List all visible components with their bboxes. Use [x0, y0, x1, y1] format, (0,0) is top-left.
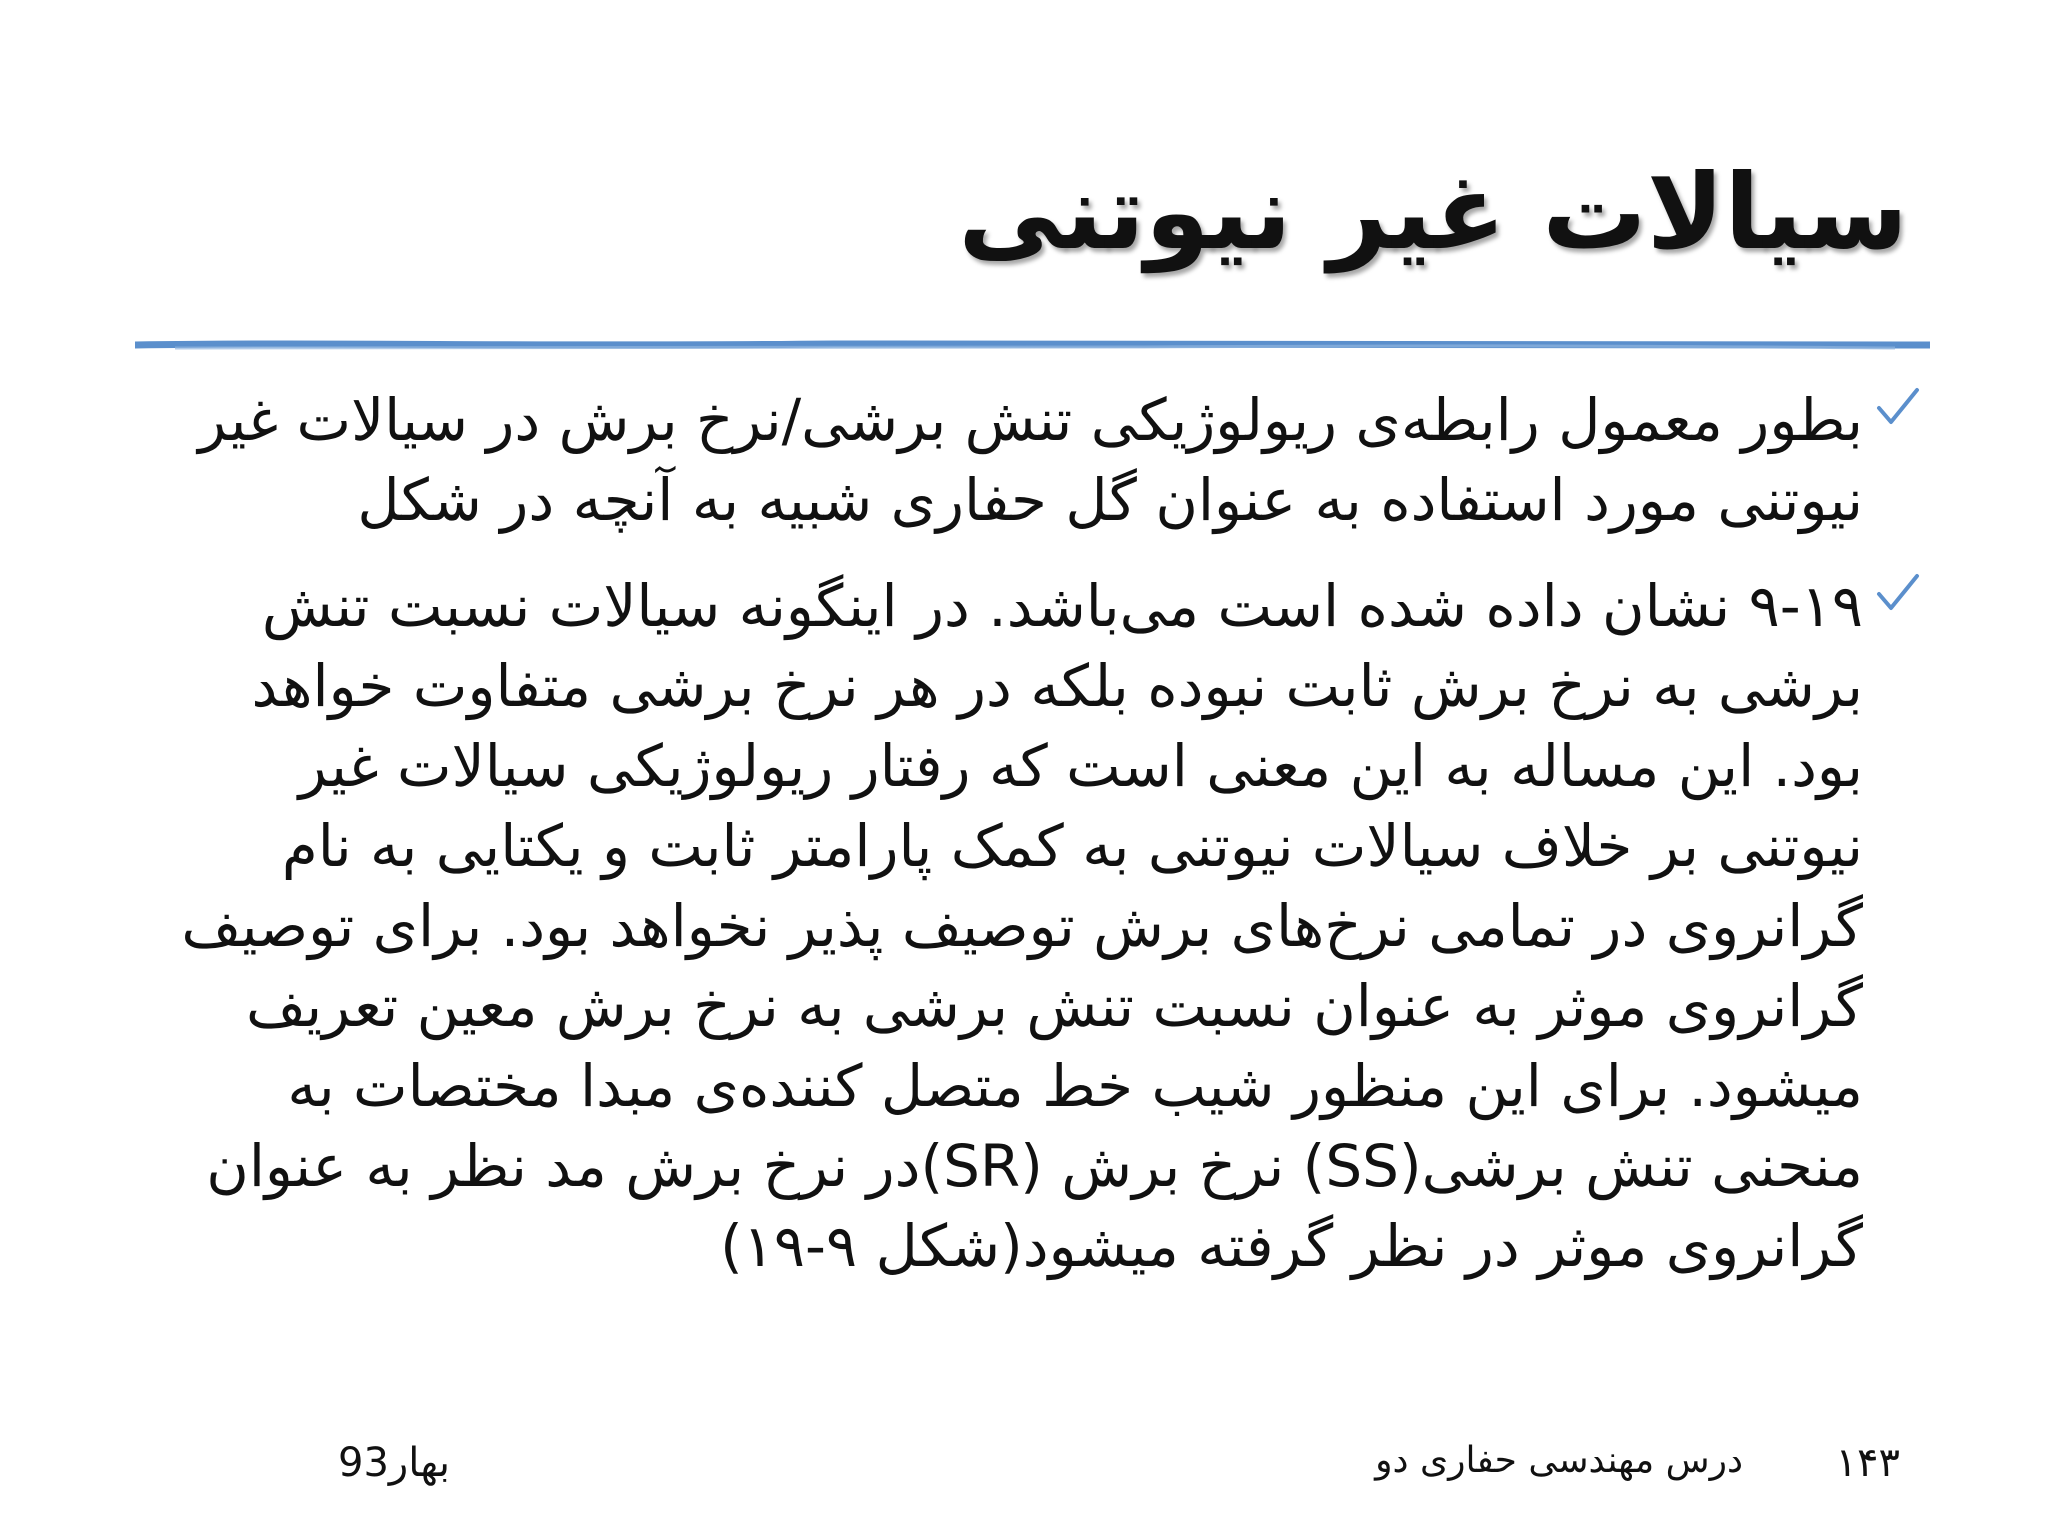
bullet-text: ۹-۱۹ نشان داده شده است می‌باشد. در اینگونه سیالات نسبت تنش برشی به نرخ برش ثابت نبوده بلکه در هر نرخ برشی متفاوت خواهد بود. این مساله به این معنی است که رفتار ریولوژیکی سیالات غیر نیوتنی بر خلاف سیالات نیوتنی به کمک پارامتر ثابت و یکتایی به نام گرانروی در تمامی نرخ‌های برش توصیف پذیر نخواهد بود. برای توصیف گرانروی موثر به عنوان نسبت تنش برشی به نرخ برش معین تعریف میشود. برای این منظور شیب خط متصل کننده‌ی مبدا مختصات به منحنی تنش برشی(SS) نرخ برش (SR)در نرخ برش مد نظر به عنوان گرانروی موثر در نظر گرفته میشود(شکل ۹-۱۹) — [181, 572, 1863, 1280]
bullet-item — [158, 380, 1863, 540]
slide-content — [158, 380, 1863, 1312]
title-divider — [135, 336, 1930, 354]
bullet-item — [158, 566, 1863, 1286]
slide-title: سیالات غیر نیوتنی — [958, 151, 1908, 273]
semester-label: بهار93 — [338, 1440, 450, 1486]
course-name: درس مهندسی حفاری دو — [1375, 1440, 1743, 1481]
bullet-text: بطور معمول رابطه‌ی ریولوژیکی تنش برشی/نرخ برش در سیالات غیر نیوتنی مورد استفاده به عنوان گل حفاری شبیه به آنچه در شکل — [198, 386, 1863, 534]
checkmark-icon — [1875, 570, 1921, 616]
page-number: ۱۴۳ — [1835, 1440, 1900, 1486]
checkmark-icon — [1875, 384, 1921, 430]
